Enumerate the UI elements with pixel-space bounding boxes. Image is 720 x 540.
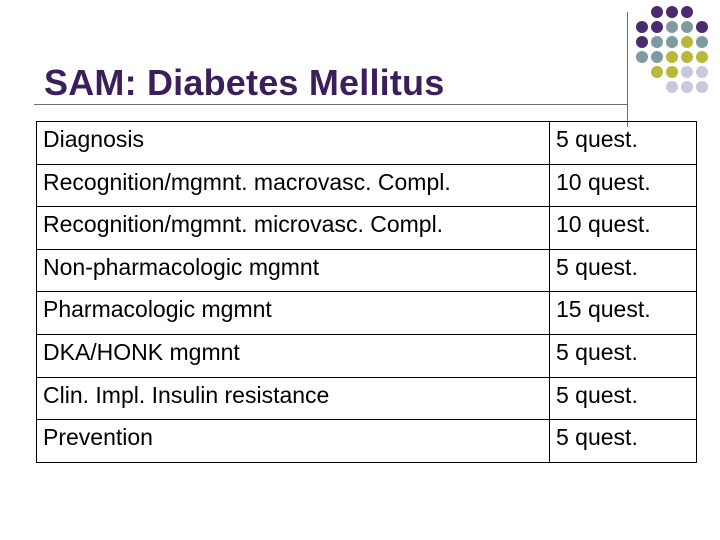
topic-cell: Pharmacologic mgmnt: [37, 292, 550, 335]
decorative-dot: [651, 21, 663, 33]
decorative-dot: [666, 6, 678, 18]
decorative-dot: [696, 81, 708, 93]
decorative-dot: [696, 66, 708, 78]
question-count-cell: 5 quest.: [550, 334, 697, 377]
question-count-cell: 5 quest.: [550, 377, 697, 420]
decorative-dot: [651, 51, 663, 63]
decorative-dot: [696, 36, 708, 48]
decorative-dot: [636, 21, 648, 33]
topic-cell: Non-pharmacologic mgmnt: [37, 249, 550, 292]
question-count-cell: 5 quest.: [550, 122, 697, 165]
table-row: [37, 249, 697, 292]
table-row: [37, 292, 697, 335]
decorative-dot: [666, 36, 678, 48]
table-row: [37, 377, 697, 420]
decorative-dot: [666, 81, 678, 93]
decorative-dot: [651, 36, 663, 48]
question-count-cell: 15 quest.: [550, 292, 697, 335]
decorative-dot: [681, 81, 693, 93]
title-underline: [34, 104, 628, 105]
decorative-dot-grid: [636, 6, 716, 114]
table-row: [37, 334, 697, 377]
decorative-dot: [666, 51, 678, 63]
decorative-dot: [696, 51, 708, 63]
question-count-cell: 10 quest.: [550, 164, 697, 207]
table-row: [37, 420, 697, 463]
topic-cell: Recognition/mgmnt. macrovasc. Compl.: [37, 164, 550, 207]
question-count-cell: 5 quest.: [550, 249, 697, 292]
topic-cell: Prevention: [37, 420, 550, 463]
decorative-dot: [636, 51, 648, 63]
question-count-cell: 10 quest.: [550, 207, 697, 250]
topics-table: [36, 121, 697, 463]
topic-cell: DKA/HONK mgmnt: [37, 334, 550, 377]
table-row: [37, 207, 697, 250]
table-row: [37, 164, 697, 207]
decorative-dot: [681, 21, 693, 33]
decorative-dot: [681, 6, 693, 18]
topic-cell: Recognition/mgmnt. microvasc. Compl.: [37, 207, 550, 250]
decorative-dot: [666, 21, 678, 33]
slide-title: SAM: Diabetes Mellitus: [44, 62, 445, 103]
decorative-dot: [681, 66, 693, 78]
decorative-dot: [651, 6, 663, 18]
decorative-dot: [681, 36, 693, 48]
question-count-cell: 5 quest.: [550, 420, 697, 463]
table-row: [37, 122, 697, 165]
vertical-divider: [627, 12, 628, 127]
decorative-dot: [681, 51, 693, 63]
topic-cell: Diagnosis: [37, 122, 550, 165]
topic-cell: Clin. Impl. Insulin resistance: [37, 377, 550, 420]
decorative-dot: [696, 21, 708, 33]
decorative-dot: [666, 66, 678, 78]
decorative-dot: [651, 66, 663, 78]
decorative-dot: [636, 36, 648, 48]
